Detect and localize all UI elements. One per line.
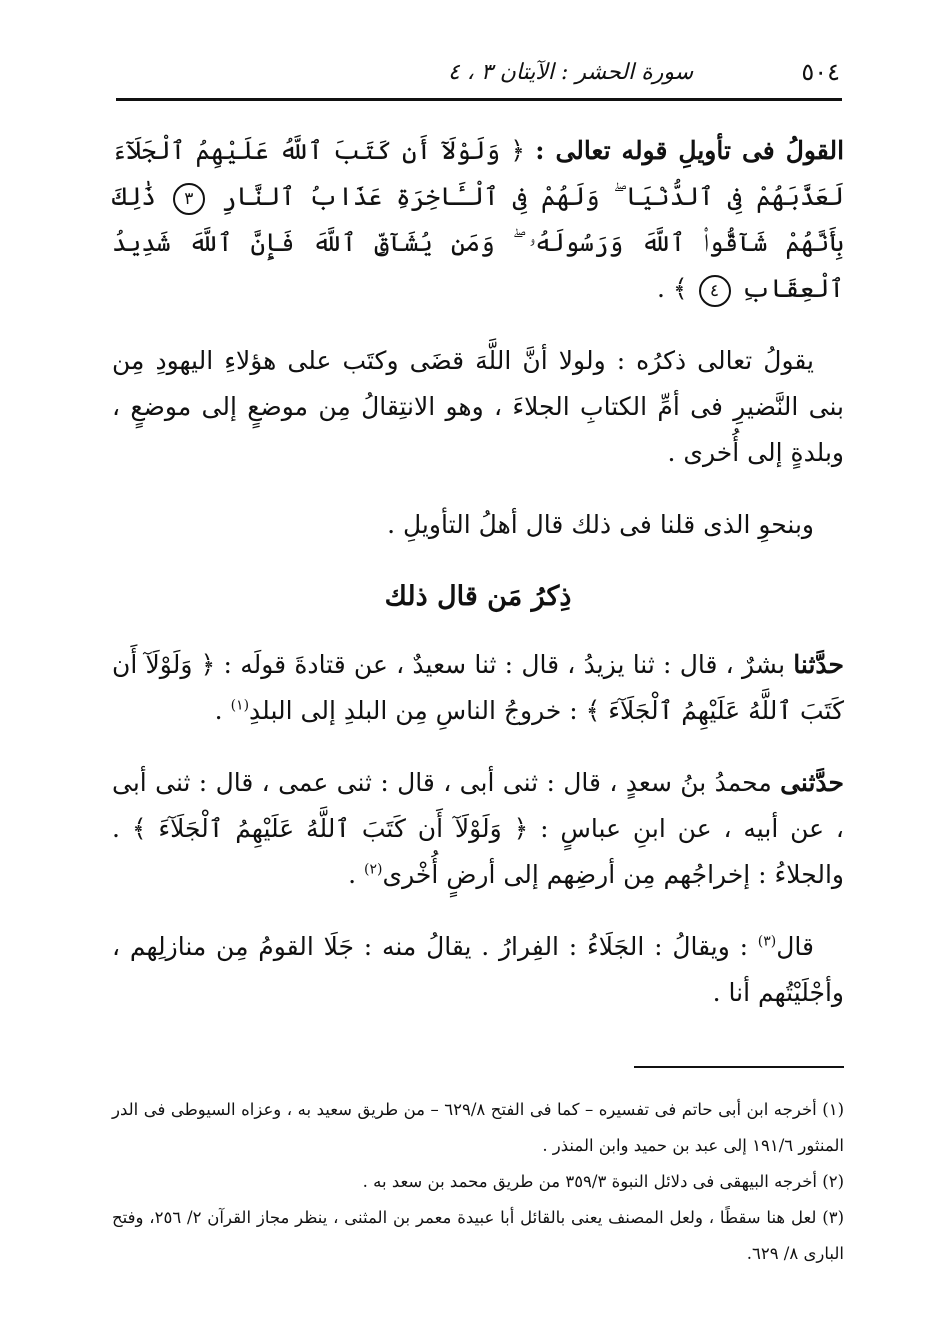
narration-lead: حدَّثنى <box>780 768 844 797</box>
surah-title: سورة الحشر : الآيتان ٣ ، ٤ <box>448 59 694 85</box>
narration-chain: بشرٌ ، قال : ثنا يزيدُ ، قال : ثنا سعيدٌ ، عن قتادةَ قولَه : <box>223 650 786 679</box>
footnote-1: (١) أخرجه ابن أبى حاتم فى تفسيره – كما فى الفتح ٦٢٩/٨ – من طريق سعيد به ، وعزاه السيوطى فى الدر المنثور ١٩١/٦ إلى عبد بن حميد وابن المنذر . <box>112 1100 844 1155</box>
narration-chain: محمدُ بنُ سعدٍ ، قال : ثنى أبى ، قال : ثنى عمى ، قال : ثنى أبى ، عن أبيه ، عن ابنِ عباسٍ : <box>112 768 845 843</box>
main-text <box>112 128 844 1042</box>
ayah-number-3: ٣ <box>173 183 205 215</box>
said-word: قال <box>776 932 814 961</box>
footnote-rule <box>634 1066 844 1068</box>
verse-intro: القولُ فى تأويلِ قوله تعالى : <box>535 136 845 165</box>
quran-text: ﴿ وَلَوْلَآ أَن كَتَبَ ٱللَّهُ عَلَيْهِمُ ٱلْجَلَآءَ لَعَذَّبَهُمْ فِى ٱلدُّنْيَا ۖ وَلَهُمْ فِى ٱلْـَٔاخِرَةِ عَذَابُ ٱلنَّارِ <box>112 136 844 211</box>
footnote-marker: (١) <box>230 697 250 714</box>
header-rule <box>116 98 842 101</box>
footnote-marker: (٣) <box>757 933 777 950</box>
paragraph-commentary <box>112 924 844 1016</box>
page-number: ٥٠٤ <box>801 58 840 86</box>
commentary-text: : ويقالُ : الجَلَاءُ : الفِرارُ . يقالُ منه : جَلَا القومُ مِن منازلِهم ، وأجْلَيْتُهم أنا . <box>112 932 844 1007</box>
page-header <box>118 52 840 92</box>
sentence-end: . <box>214 696 223 725</box>
narration-text: : خروجُ الناسِ مِن البلدِ إلى البلدِ <box>249 696 578 725</box>
paragraph-commentary: وبنحوِ الذى قلنا فى ذلك قال أهلُ التأويلِ . <box>387 510 814 539</box>
narration-lead: حدَّثنا <box>793 650 844 679</box>
footnote-3: (٣) لعل هنا سقطًا ، ولعل المصنف يعنى بالقائل أبا عبيدة معمر بن المثنى ، ينظر مجاز القرآن ٢/ ٢٥٦، وفتح البارى ٨/ ٦٢٩. <box>112 1208 844 1263</box>
quran-text: ﴿ وَلَوْلَآ أَن كَتَبَ ٱللَّهُ عَلَيْهِمُ ٱلْجَلَآءَ ﴾ <box>131 814 529 843</box>
paragraph-verse <box>112 128 844 312</box>
paragraph-commentary: يقولُ تعالى ذكرُه : ولولا أنَّ اللَّهَ قضَى وكتَب على هؤلاءِ اليهودِ مِن بنى النَّضيرِ فى أمِّ الكتابِ الجلاءَ ، وهو الانتِقالُ مِن موضعٍ إلى موضعٍ ، وبلدةٍ إلى أُخرى . <box>112 346 844 467</box>
sentence-end: . <box>348 860 357 889</box>
ayah-number-4: ٤ <box>699 275 731 307</box>
quran-text: ﴿ وَلَوْلَآ أَن كَتَبَ ٱللَّهُ عَلَيْهِمُ ٱلْجَلَآءَ ﴾ <box>112 650 844 725</box>
paragraph-narration <box>112 760 844 898</box>
paragraph-narration <box>112 642 844 734</box>
footnote-2: (٢) أخرجه البيهقى فى دلائل النبوة ٣٥٩/٣ من طريق محمد بن سعد به . <box>362 1172 844 1191</box>
quran-close: ﴾ . <box>657 274 688 303</box>
quran-text: ذَٰلِكَ بِأَنَّهُمْ شَآقُّوا۟ ٱللَّهَ وَرَسُولَهُۥ ۖ وَمَن يُشَآقِّ ٱللَّهَ فَإِنَّ ٱللَّهَ شَدِيدُ ٱلْعِقَابِ <box>112 182 844 303</box>
footnotes <box>112 1092 844 1272</box>
narration-text: . والجلاءُ : إخراجُهم مِن أرضِهم إلى أرضٍ أُخْرى <box>112 814 844 889</box>
section-heading: ذِكرُ مَن قال ذلك <box>384 581 572 612</box>
footnote-marker: (٢) <box>364 861 383 878</box>
